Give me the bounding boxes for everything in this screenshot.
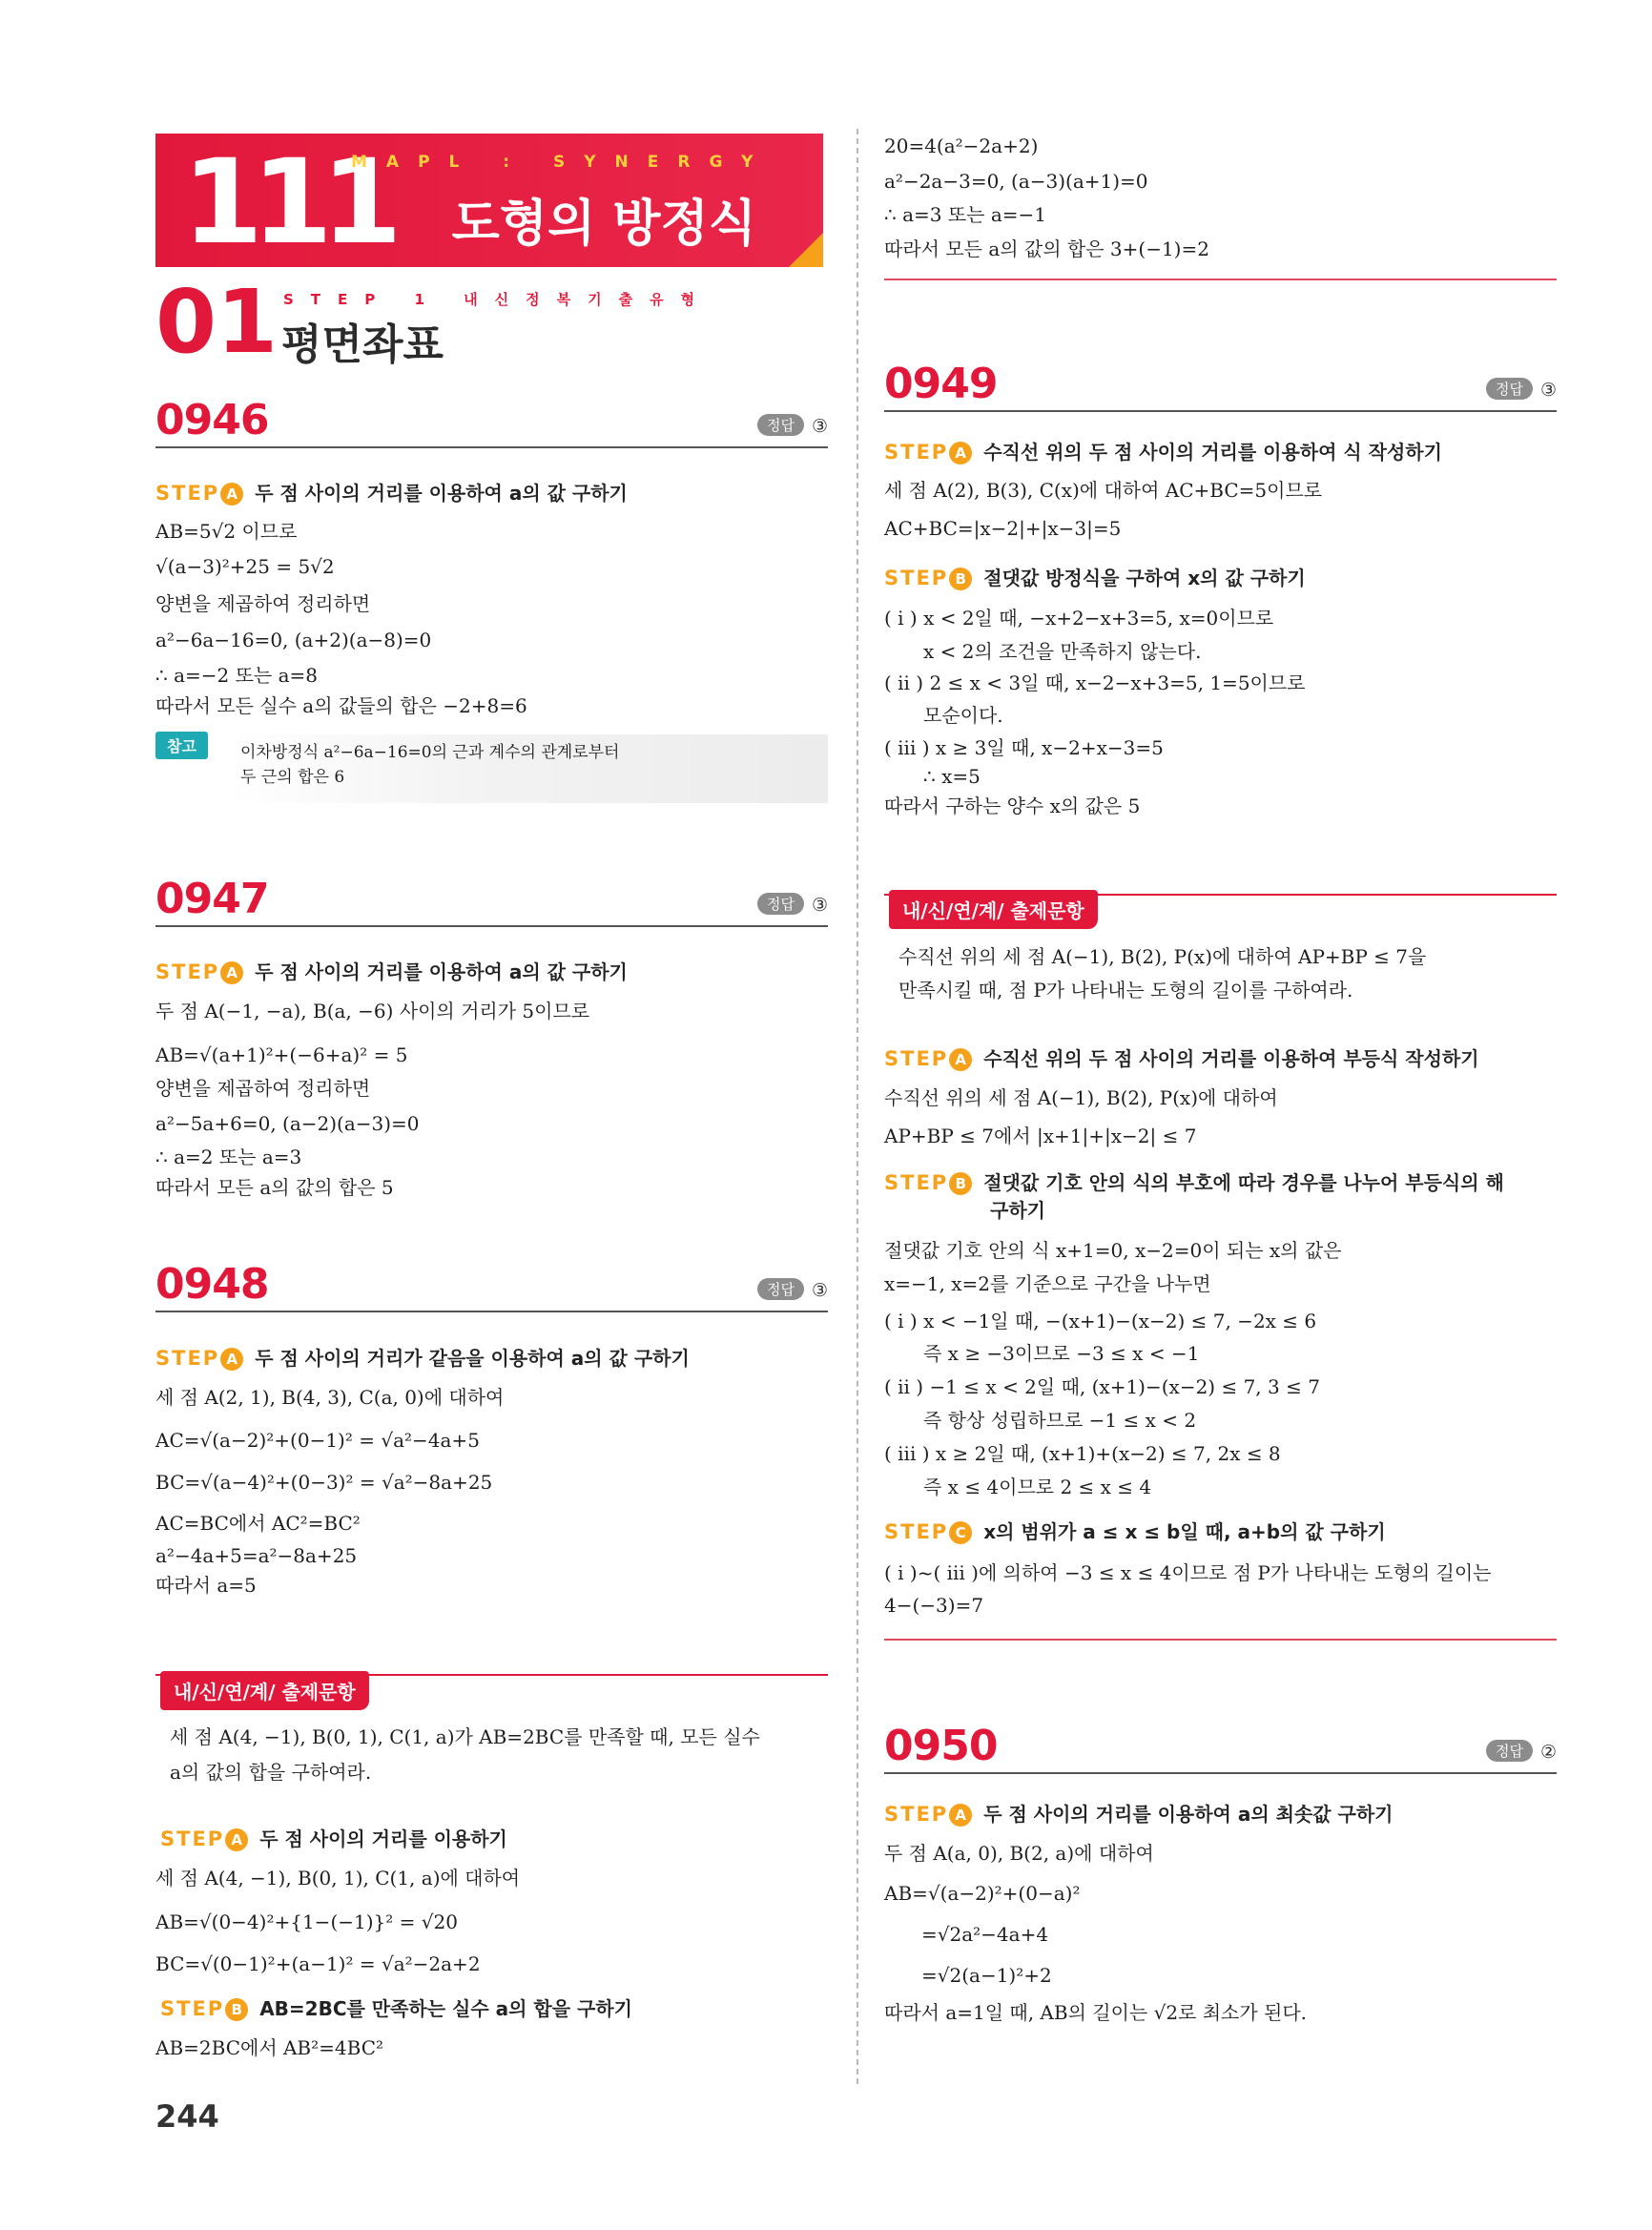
answer-label (757, 1278, 828, 1301)
problem-header-0950 (884, 1717, 1557, 1774)
solution-line: AC=BC에서 AC²=BC² (155, 1512, 361, 1535)
problem-header-0949 (884, 355, 1557, 412)
problem-number: 0948 (155, 1260, 269, 1309)
answer-value: ② (1539, 1742, 1557, 1763)
solution-line: 20=4(a²−2a+2) (884, 134, 1039, 157)
step-title: AB=2BC를 만족하는 실수 a의 합을 구하기 (259, 1997, 632, 2020)
step-word: STEP (155, 482, 220, 505)
step-badge: C (949, 1521, 972, 1544)
step-title: 두 점 사이의 거리를 이용하여 a의 최솟값 구하기 (983, 1803, 1394, 1826)
solution-line: 따라서 모든 실수 a의 값들의 합은 −2+8=6 (155, 694, 527, 717)
step-badge: A (220, 483, 243, 506)
step-title: 두 점 사이의 거리를 이용하여 a의 값 구하기 (255, 960, 628, 983)
step-title: 절댓값 방정식을 구하여 x의 값 구하기 (983, 567, 1306, 589)
answer-pill: 정답 (1486, 378, 1533, 400)
solution-line: ( ii ) −1 ≤ x < 2일 때, (x+1)−(x−2) ≤ 7, 3 ≤ 7 (884, 1375, 1320, 1398)
step-badge: B (225, 1998, 248, 2021)
step-badge: A (225, 1828, 248, 1851)
problem-number: 0949 (884, 360, 998, 408)
solution-line: x=−1, x=2를 기준으로 구간을 나누면 (884, 1272, 1211, 1295)
solution-line: 모순이다. (923, 704, 1003, 727)
solution-line: AC+BC=|x−2|+|x−3|=5 (884, 517, 1122, 540)
solution-line: 따라서 모든 a의 값의 합은 5 (155, 1176, 394, 1199)
problem-header-0946 (155, 391, 828, 448)
answer-label (1486, 378, 1557, 401)
step-badge: B (949, 568, 972, 590)
banner-corner-fold (789, 233, 823, 267)
solution-line: 즉 x ≥ −3이므로 −3 ≤ x < −1 (923, 1342, 1200, 1365)
solution-line: ∴ a=−2 또는 a=8 (155, 664, 319, 687)
step-heading (884, 437, 1442, 465)
step-word: STEP (155, 1347, 220, 1370)
chapter-title: 도형의 방정식 (451, 196, 756, 253)
step-heading (160, 1824, 507, 1851)
answer-label (757, 893, 828, 916)
step-title: 두 점 사이의 거리를 이용하기 (259, 1827, 507, 1850)
step-word: STEP (884, 1171, 949, 1194)
answer-value: ③ (811, 1280, 828, 1301)
step-word: STEP (160, 1997, 225, 2020)
solution-line: BC=√(a−4)²+(0−3)² = √a²−8a+25 (155, 1471, 493, 1494)
answer-pill: 정답 (757, 1278, 804, 1300)
solution-line: a²−6a−16=0, (a+2)(a−8)=0 (155, 629, 432, 651)
step-title: 수직선 위의 두 점 사이의 거리를 이용하여 부등식 작성하기 (983, 1047, 1479, 1070)
solution-line: 따라서 구하는 양수 x의 값은 5 (884, 795, 1141, 817)
solution-line: AB=√(a+1)²+(−6+a)² = 5 (155, 1043, 408, 1066)
step-word: STEP (160, 1827, 225, 1850)
step-badge: A (220, 961, 243, 984)
solution-line: =√2a²−4a+4 (921, 1923, 1049, 1946)
solution-line: 따라서 a=5 (155, 1574, 257, 1597)
section-title: 평면좌표 (281, 320, 444, 369)
solution-line: 양변을 제곱하여 정리하면 (155, 592, 371, 615)
step-title: 수직선 위의 두 점 사이의 거리를 이용하여 식 작성하기 (983, 441, 1442, 464)
step-heading (884, 1517, 1386, 1544)
solution-line: ( i ) x < −1일 때, −(x+1)−(x−2) ≤ 7, −2x ≤ 6 (884, 1310, 1317, 1332)
step-heading (155, 478, 628, 506)
solution-line: =√2(a−1)²+2 (921, 1964, 1052, 1987)
solution-line: a²−5a+6=0, (a−2)(a−3)=0 (155, 1112, 420, 1135)
solution-line: 따라서 모든 a의 값의 합은 3+(−1)=2 (884, 237, 1209, 260)
solution-line: ( ii ) 2 ≤ x < 3일 때, x−2−x+3=5, 1=5이므로 (884, 671, 1306, 694)
problem-number: 0947 (155, 875, 269, 923)
step-heading (884, 1167, 1504, 1195)
step-word: STEP (884, 1803, 949, 1826)
answer-label (757, 414, 828, 437)
step-title: 두 점 사이의 거리가 같음을 이용하여 a의 값 구하기 (255, 1347, 690, 1370)
step-heading (155, 1343, 690, 1371)
related-question-tag: 내/신/연/계/ 출제문항 (160, 1671, 369, 1710)
answer-pill: 정답 (1486, 1740, 1533, 1762)
problem-number: 0950 (884, 1722, 998, 1770)
problem-number: 0946 (155, 396, 269, 444)
step-heading (155, 957, 628, 984)
solution-line: ∴ x=5 (923, 765, 981, 788)
answer-value: ③ (811, 895, 828, 916)
solution-line: AP+BP ≤ 7에서 |x+1|+|x−2| ≤ 7 (884, 1125, 1197, 1147)
note-line: 이차방정식 a²−6a−16=0의 근과 계수의 관계로부터 (240, 743, 620, 762)
problem-header-0947 (155, 870, 828, 927)
solution-line: ( i )~( iii )에 의하여 −3 ≤ x ≤ 4이므로 점 P가 나타내는 도형의 길이는 (884, 1561, 1492, 1584)
step-word: STEP (884, 1520, 949, 1543)
solution-line: ∴ a=3 또는 a=−1 (884, 203, 1047, 226)
step-word: STEP (884, 441, 949, 464)
question-line: a의 값의 합을 구하여라. (170, 1761, 372, 1784)
step-word: STEP (155, 960, 220, 983)
solution-line: 양변을 제곱하여 정리하면 (155, 1077, 371, 1100)
step-title: 절댓값 기호 안의 식의 부호에 따라 경우를 나누어 부등식의 해 (983, 1171, 1504, 1194)
question-line: 세 점 A(4, −1), B(0, 1), C(1, a)가 AB=2BC를 만족할 때, 모든 실수 (170, 1725, 760, 1748)
answer-value: ③ (1539, 380, 1557, 401)
note-label: 참고 (155, 732, 208, 759)
answer-value: ③ (811, 416, 828, 437)
problem-header-0948 (155, 1255, 828, 1312)
solution-line: 절댓값 기호 안의 식 x+1=0, x−2=0이 되는 x의 값은 (884, 1239, 1342, 1262)
step-heading (884, 1799, 1394, 1827)
step-badge: A (220, 1348, 243, 1371)
related-question-tag: 내/신/연/계/ 출제문항 (889, 890, 1098, 929)
note-line: 두 근의 합은 6 (240, 768, 345, 787)
step-heading (884, 563, 1306, 590)
question-line: 만족시킬 때, 점 P가 나타내는 도형의 길이를 구하여라. (898, 979, 1353, 1001)
solution-line: 즉 항상 성립하므로 −1 ≤ x < 2 (923, 1409, 1197, 1432)
chapter-number: 111 (182, 134, 391, 270)
solution-line: a²−4a+5=a²−8a+25 (155, 1544, 358, 1567)
step-heading (884, 1043, 1479, 1071)
answer-label (1486, 1740, 1557, 1763)
solution-line: 두 점 A(−1, −a), B(a, −6) 사이의 거리가 5이므로 (155, 1000, 590, 1022)
solution-line: √(a−3)²+25 = 5√2 (155, 555, 335, 578)
solution-line: ∴ a=2 또는 a=3 (155, 1146, 302, 1168)
section-end-rule (884, 1639, 1557, 1641)
step-badge: B (949, 1172, 972, 1195)
solution-line: x < 2의 조건을 만족하지 않는다. (923, 640, 1202, 663)
page-number: 244 (155, 2098, 219, 2135)
solution-line: 즉 x ≤ 4이므로 2 ≤ x ≤ 4 (923, 1476, 1152, 1498)
solution-line: ( i ) x < 2일 때, −x+2−x+3=5, x=0이므로 (884, 607, 1274, 630)
step-badge: A (949, 442, 972, 465)
solution-line: 세 점 A(2, 1), B(4, 3), C(a, 0)에 대하여 (155, 1386, 505, 1409)
question-line: 수직선 위의 세 점 A(−1), B(2), P(x)에 대하여 AP+BP ≤ 7을 (898, 945, 1427, 968)
solution-line: 세 점 A(2), B(3), C(x)에 대하여 AC+BC=5이므로 (884, 479, 1323, 502)
section-end-rule (884, 279, 1557, 280)
answer-pill: 정답 (757, 414, 804, 436)
solution-line: ( iii ) x ≥ 2일 때, (x+1)+(x−2) ≤ 7, 2x ≤ 8 (884, 1442, 1281, 1465)
step-title: x의 범위가 a ≤ x ≤ b일 때, a+b의 값 구하기 (983, 1520, 1386, 1543)
solution-line: 따라서 a=1일 때, AB의 길이는 √2로 최소가 된다. (884, 2001, 1308, 2024)
solution-line: a²−2a−3=0, (a−3)(a+1)=0 (884, 170, 1148, 193)
step-title-continued: 구하기 (990, 1199, 1045, 1222)
step-badge: A (949, 1804, 972, 1827)
answer-pill: 정답 (757, 893, 804, 915)
note-box (227, 734, 828, 803)
solution-line: AB=√(a−2)²+(0−a)² (884, 1882, 1081, 1905)
column-divider (857, 129, 858, 2084)
solution-line: BC=√(0−1)²+(a−1)² = √a²−2a+2 (155, 1952, 481, 1975)
step-heading (160, 1993, 632, 2021)
step-word: STEP (884, 567, 949, 589)
section-step-label: STEP 1 내신정복기출유형 (283, 291, 712, 308)
chapter-banner (155, 134, 823, 270)
step-badge: A (949, 1048, 972, 1071)
solution-line: ( iii ) x ≥ 3일 때, x−2+x−3=5 (884, 736, 1164, 759)
step-word: STEP (884, 1047, 949, 1070)
solution-line: 수직선 위의 세 점 A(−1), B(2), P(x)에 대하여 (884, 1086, 1278, 1109)
step-title: 두 점 사이의 거리를 이용하여 a의 값 구하기 (255, 482, 628, 505)
solution-line: AC=√(a−2)²+(0−1)² = √a²−4a+5 (155, 1429, 480, 1452)
solution-line: AB=2BC에서 AB²=4BC² (155, 2036, 384, 2059)
section-number: 01 (155, 271, 279, 373)
solution-line: 두 점 A(a, 0), B(2, a)에 대하여 (884, 1842, 1154, 1865)
solution-line: 4−(−3)=7 (884, 1594, 984, 1617)
solution-line: AB=√(0−4)²+{1−(−1)}² = √20 (155, 1910, 458, 1933)
solution-line: AB=5√2 이므로 (155, 520, 298, 543)
brand-tag: MAPL : SYNERGY (351, 153, 773, 172)
solution-line: 세 점 A(4, −1), B(0, 1), C(1, a)에 대하여 (155, 1867, 521, 1889)
